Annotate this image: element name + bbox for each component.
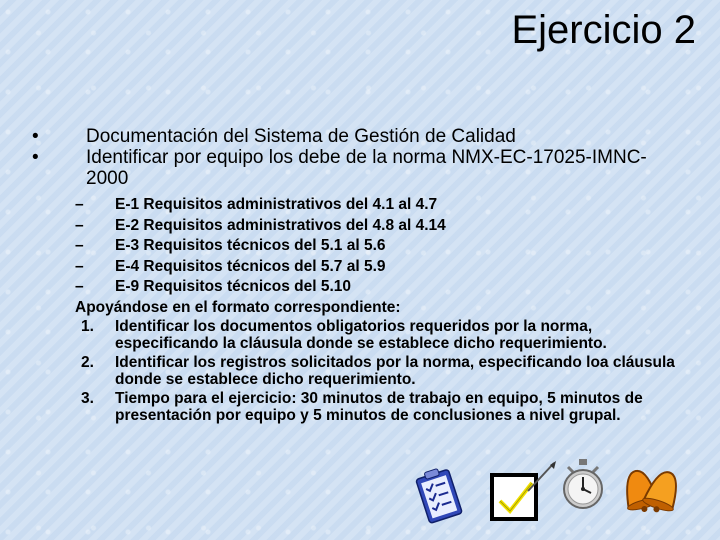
dash-text: E-2 Requisitos administrativos del 4.8 al 4.14: [115, 216, 446, 234]
intro-text: Apoyándose en el formato correspondiente:: [75, 298, 401, 316]
checkbox-checkmark-icon: [488, 461, 558, 525]
notepad-checklist-icon: [410, 465, 470, 527]
dash-marker: –: [75, 237, 84, 254]
number-marker: 2.: [81, 354, 94, 371]
dash-item: [75, 195, 695, 216]
bells-icon: [618, 461, 682, 517]
dash-marker: –: [75, 196, 84, 213]
dash-item: [75, 257, 695, 278]
dash-text: E-9 Requisitos técnicos del 5.10: [115, 278, 352, 295]
dash-marker: –: [75, 216, 84, 234]
stopwatch-icon: [560, 457, 606, 513]
numbered-text: Identificar los registros solicitados por la norma, especificando loa cláusula donde se establece dicho requerimiento.: [115, 354, 675, 388]
numbered-item: [75, 390, 695, 424]
numbered-item: [75, 354, 695, 388]
numbered-text: Identificar los documentos obligatorios requeridos por la norma, especificando la cláusula donde se establece dicho requerimiento.: [115, 318, 607, 352]
dash-marker: –: [75, 257, 84, 275]
numbered-item: [75, 318, 695, 352]
dash-item: [75, 277, 695, 298]
dash-text: E-1 Requisitos administrativos del 4.1 al 4.7: [115, 196, 438, 213]
number-marker: 1.: [81, 318, 94, 335]
bullet-marker: •: [32, 126, 39, 147]
number-marker: 3.: [81, 390, 94, 407]
dash-marker: –: [75, 278, 84, 295]
exercise-content: [75, 195, 695, 426]
dash-text: E-4 Requisitos técnicos del 5.7 al 5.9: [115, 257, 386, 275]
clipart-row: [410, 455, 690, 525]
dash-item: [75, 236, 695, 257]
bullet-text: Documentación del Sistema de Gestión de Calidad: [86, 126, 516, 147]
numbered-text: Tiempo para el ejercicio: 30 minutos de trabajo en equipo, 5 minutos de presentación por equipo y 5 minutos de conclusiones a nivel grupal.: [115, 390, 643, 424]
dash-text: E-3 Requisitos técnicos del 5.1 al 5.6: [115, 237, 386, 254]
bullet-list: [32, 126, 692, 189]
dash-item: [75, 216, 695, 237]
bullet-item: [32, 126, 692, 147]
bullet-item: [32, 147, 692, 189]
bullet-marker: •: [32, 147, 39, 168]
bullet-text: Identificar por equipo los debe de la norma NMX-EC-17025-IMNC-2000: [86, 147, 647, 189]
slide-title: Ejercicio 2: [511, 8, 696, 52]
